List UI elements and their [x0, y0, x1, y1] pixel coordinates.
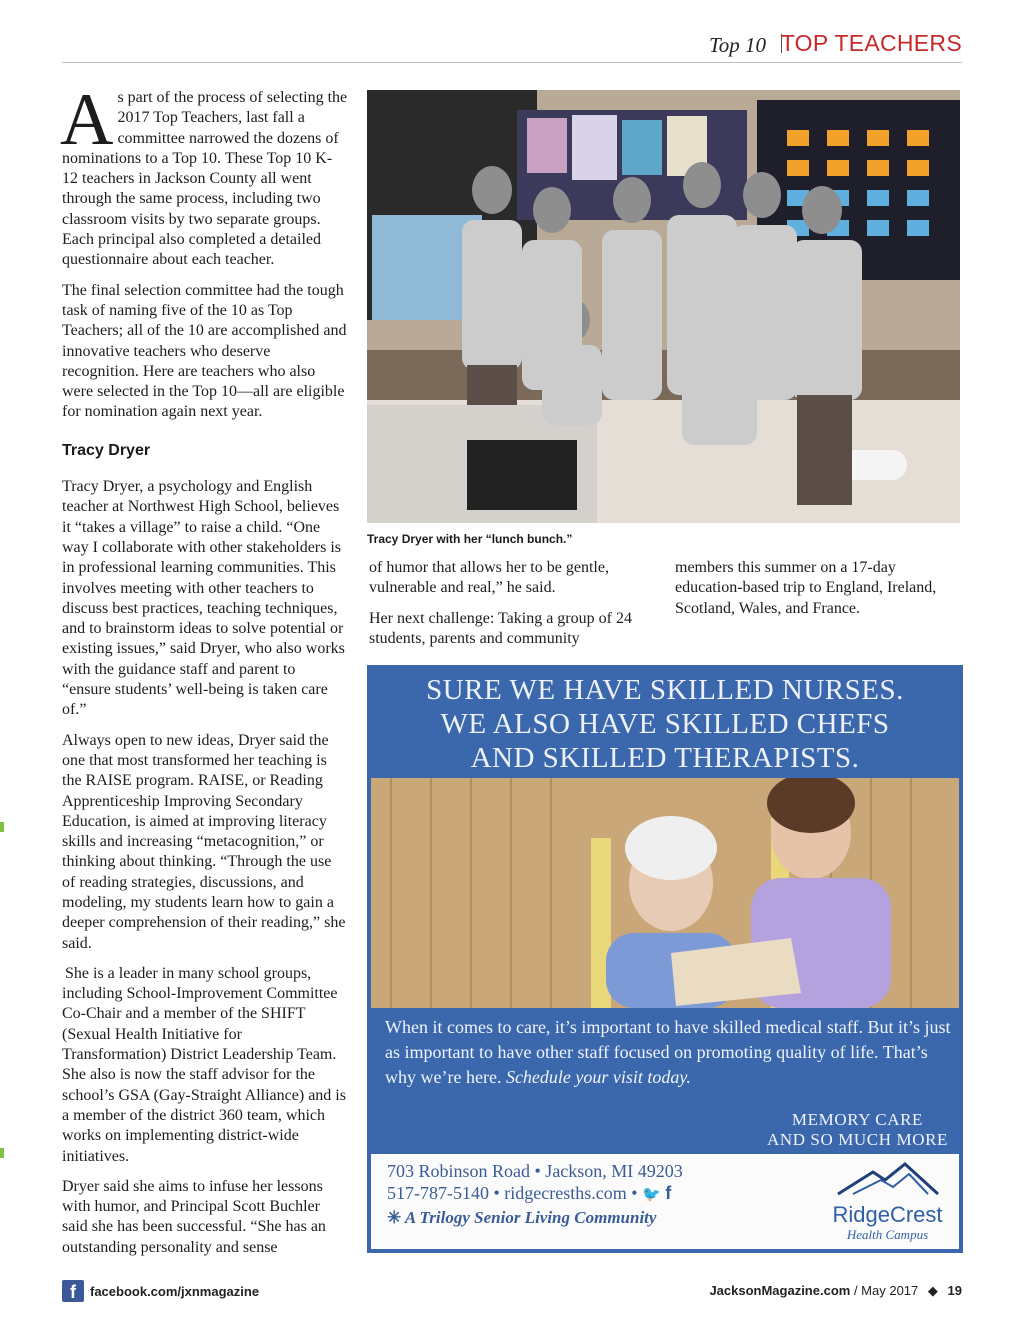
intro-paragraph-2: The final selection committee had the tough task of naming five of the 10 as Top Teachers; all of the 10 are accomplished and innovative teachers who deserve recognition. Here are teachers who also were selected in the Top 10—all are eligible for nomination again next year. — [62, 281, 347, 421]
article-column-3 — [675, 558, 963, 629]
twitter-icon: 🐦 — [642, 1187, 661, 1203]
article-paragraph-5: of humor that allows her to be gentle, vulnerable and real,” he said. — [369, 559, 609, 597]
article-paragraph-2: Always open to new ideas, Dryer said the one that most transformed her teaching is the RAISE program. RAISE, or Reading Apprenticeship Improving Secondary Education, is aimed at improving literacy skills and increasing “metacognition,” or thinking about thinking. “Through the use of reading strategies, discussions, and modeling, my students learn how to gain a deeper comprehension of their reading,” she said. — [62, 731, 346, 952]
page-number: 19 — [947, 1283, 962, 1298]
site-name: JacksonMagazine.com — [709, 1283, 851, 1298]
ad-phone-web: 517-787-5140 • ridgecresths.com • 🐦 f — [387, 1183, 672, 1203]
ad-trilogy-line: ✳ A Trilogy Senior Living Community — [387, 1208, 657, 1227]
page-footer — [62, 1280, 962, 1304]
ridgecrest-advertisement — [367, 665, 963, 1253]
article-paragraph-3: She is a leader in many school groups, including School-Improvement Committee Co-Chair and a member of the SHIFT (Sexual Health Initiative for Transformation) District Leadership Team. She also is now the staff advisor for the school’s GSA (Gay-Straight Alliance) and is a member of the district 360 team, which works on implementing district-wide initiatives. — [62, 964, 346, 1165]
ad-body-copy: When it comes to care, it’s important to have skilled medical staff. But it’s just as important to have other staff focused on promoting quality of life. That’s why we’re here. Schedule your visit today. — [385, 1017, 951, 1087]
section-title: TOP TEACHERS — [780, 30, 962, 56]
mountain-icon — [833, 1160, 943, 1198]
margin-mark — [0, 822, 4, 832]
ad-tagline: MEMORY CARE AND SO MUCH MORE — [766, 1110, 948, 1149]
photo-caption: Tracy Dryer with her “lunch bunch.” — [367, 532, 573, 546]
ad-photo — [371, 778, 959, 1008]
classroom-group-image — [367, 90, 960, 523]
article-paragraph-6: Her next challenge: Taking a group of 24 students, parents and community — [369, 609, 632, 647]
page-header — [62, 30, 962, 63]
issue-date: / May 2017 — [853, 1283, 919, 1298]
article-paragraph-4: Dryer said she aims to infuse her lessons with humor, and Principal Scott Buchler said she has been successful. “She has an outstanding personality and sense — [62, 1177, 326, 1256]
ad-contact-panel — [371, 1154, 959, 1249]
footer-right — [709, 1283, 962, 1299]
article-paragraph-1: Tracy Dryer, a psychology and English teacher at Northwest High School, believes it “takes a village” to raise a child. “One way I collaborate with other stakeholders is in professional learning communities. This involves meeting with other teachers to discuss best practices, teaching techniques, and to brainstorm ideas to solve potential or existing issues,” said Dryer, who also works with the guidance staff and parent to “ensure students’ well-being is taken care of.” — [62, 478, 345, 719]
ad-address: 703 Robinson Road • Jackson, MI 49203 — [387, 1161, 683, 1181]
article-column-1 — [60, 79, 348, 1268]
section-label: Top 10 — [708, 33, 766, 57]
ad-address-block — [387, 1160, 683, 1206]
facebook-icon: f — [62, 1280, 84, 1302]
starburst-icon: ✳ — [387, 1208, 402, 1227]
lunch-bunch-photo — [367, 90, 960, 523]
drop-cap: A — [60, 79, 114, 161]
ad-headline: SURE WE HAVE SKILLED NURSES. WE ALSO HAVE SKILLED CHEFS AND SKILLED THERAPISTS. — [426, 674, 904, 774]
article-paragraph-7: members this summer on a 17-day education-based trip to England, Ireland, Scotland, Wales, and France. — [675, 559, 937, 617]
facebook-link[interactable]: f facebook.com/jxnmagazine — [62, 1280, 259, 1302]
ridgecrest-logo: RidgeCrest Health Campus — [830, 1160, 945, 1243]
facebook-small-icon: f — [665, 1183, 672, 1203]
article-column-2 — [369, 558, 649, 659]
intro-paragraph-1: As part of the process of selecting the 2017 Top Teachers, last fall a committee narrowed the dozens of nominations to a Top 10. These Top 10 K-12 teachers in Jackson County all went through the same process, including two classroom visits by two separate groups. Each principal also completed a detailed questionnaire about each teacher. — [60, 79, 348, 269]
margin-mark — [0, 1148, 4, 1158]
diamond-icon: ◆ — [927, 1283, 938, 1298]
caregiver-resident-image — [371, 778, 959, 1008]
teacher-heading: Tracy Dryer — [62, 441, 151, 459]
